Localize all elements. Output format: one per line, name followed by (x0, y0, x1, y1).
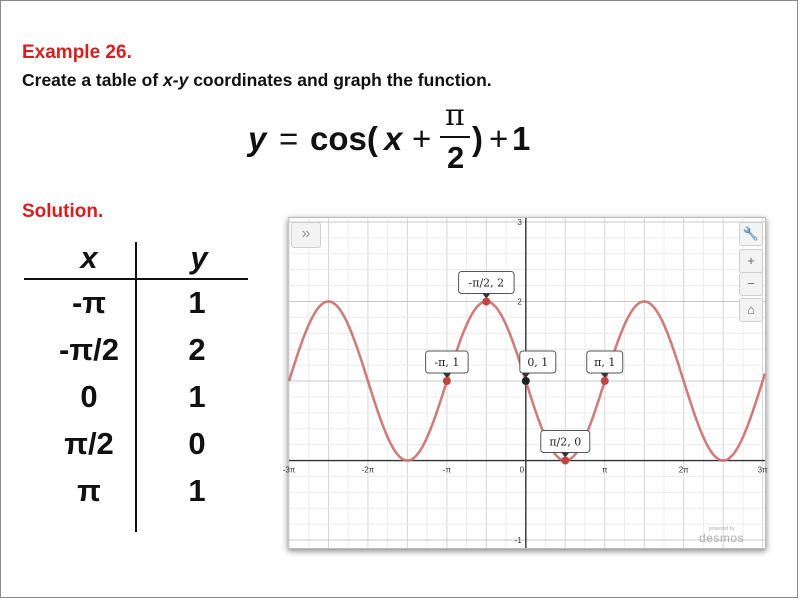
equation-function: cos( (310, 120, 378, 157)
graph-plot[interactable] (282, 217, 768, 548)
equation-constant: 1 (512, 120, 531, 157)
desmos-watermark: desmos (699, 531, 745, 545)
data-point (601, 377, 609, 385)
table-cell-x-3: π/2 (64, 426, 114, 461)
wrench-icon[interactable]: 🔧 (739, 222, 763, 246)
data-point (482, 297, 490, 305)
y-tick-label: 2 (517, 297, 522, 307)
fraction-bar (440, 136, 470, 138)
x-tick-label: 3π (757, 465, 768, 475)
example-prompt (22, 70, 492, 91)
point-label: π, 1 (594, 356, 616, 370)
data-point (561, 457, 569, 465)
table-cell-x-0: -π (71, 285, 107, 320)
table-cell-y-0: 1 (188, 285, 206, 320)
xy-table (22, 240, 252, 535)
table-cell-y-2: 1 (188, 379, 206, 414)
equation-variable: x (384, 120, 403, 157)
table-cell-y-1: 2 (188, 332, 206, 367)
x-tick-label: 0 (519, 465, 525, 475)
x-tick-label: π (601, 465, 608, 475)
x-tick-label: -π (442, 465, 451, 475)
equation-plus-2: + (489, 120, 509, 157)
fraction-numerator: π (445, 98, 465, 133)
data-point (443, 377, 451, 385)
data-point (522, 377, 530, 385)
x-tick-label: -3π (282, 465, 296, 475)
point-label: 0, 1 (527, 356, 549, 370)
x-tick-label: 2π (678, 465, 689, 475)
x-tick-label: -2π (361, 465, 375, 475)
y-tick-label: -1 (514, 536, 522, 546)
desmos-graph[interactable] (282, 217, 768, 549)
equation-equals: = (279, 120, 299, 157)
table-header-y: y (190, 240, 208, 275)
equation-lhs: y (248, 120, 267, 157)
table-horizontal-rule (24, 278, 248, 280)
table-cell-x-1: -π/2 (59, 332, 119, 367)
prompt-variable: x-y (163, 70, 189, 90)
prompt-text-end: coordinates and graph the function. (188, 70, 492, 90)
zoom-in-icon[interactable]: + (739, 249, 763, 273)
equation-close-paren: ) (472, 120, 483, 157)
table-cell-x-2: 0 (80, 379, 98, 414)
table-cell-x-4: π (77, 473, 101, 508)
zoom-out-icon[interactable]: − (739, 272, 763, 296)
point-label: -π, 1 (434, 356, 460, 370)
y-tick-label: 3 (517, 217, 522, 227)
table-cell-y-4: 1 (188, 473, 206, 508)
prompt-text-start: Create a table of (22, 70, 164, 90)
table-header-x: x (80, 240, 98, 275)
function-equation (248, 98, 548, 176)
watermark-powered-by: powered by (709, 526, 735, 532)
point-label: -π/2, 2 (468, 276, 505, 290)
home-icon[interactable]: ⌂ (739, 298, 763, 322)
example-title: Example 26. (22, 42, 132, 63)
solution-label: Solution. (22, 201, 104, 222)
table-cell-y-3: 0 (188, 426, 206, 461)
equation-plus-1: + (412, 120, 432, 157)
point-label: π/2, 0 (549, 435, 582, 449)
fraction-denominator: 2 (447, 140, 465, 175)
expand-panel-button[interactable]: » (291, 222, 321, 248)
